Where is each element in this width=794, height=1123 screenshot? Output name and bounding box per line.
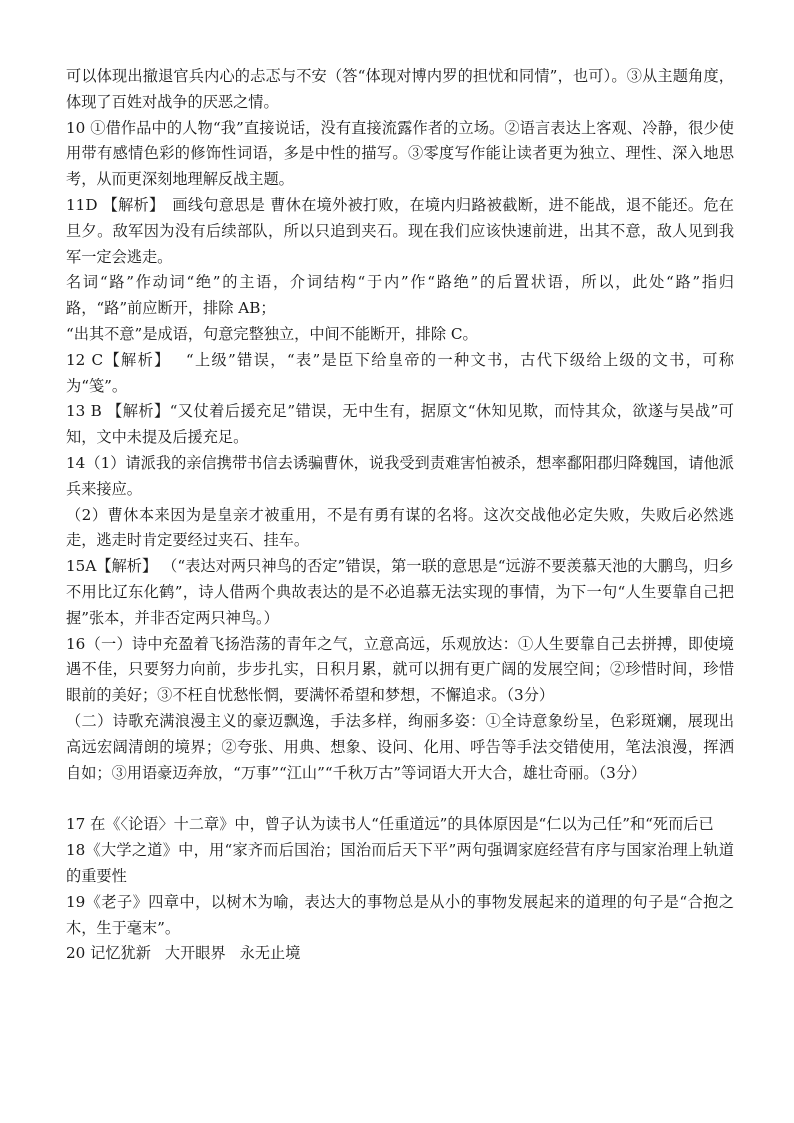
answer-11-analysis-c: “出其不意”是成语，句意完整独立，中间不能断开，排除 C。 [66, 324, 478, 343]
answer-20-word-3: 永无止境 [239, 944, 301, 963]
answer-20-word-2: 大开眼界 [164, 944, 226, 963]
answer-16-part-2: （二）诗歌充满浪漫主义的豪迈飘逸，手法多样，绚丽多姿：①全诗意象纷呈，色彩斑斓，展现出高远宏阔清朗的境界；②夸张、用典、想象、设问、化用、呼告等手法交错使用，笔法浪漫，挥洒自如；③用语豪迈奔放，“万事”“江山”“千秋万古”等词语大开大合，雄壮奇丽。（3分） [66, 711, 734, 782]
answer-14-part-2: （2）曹休本来因为是皇亲才被重用，不是有勇有谋的名将。这次交战他必定失败，失败后必然逃走，逃走时肯定要经过夹石、挂车。 [66, 505, 734, 550]
answer-11-analysis-ab: 名词“路”作动词“绝”的主语，介词结构“于内”作“路绝”的后置状语，所以，此处“路”指归路，“路”前应断开，排除 AB； [66, 273, 734, 318]
answer-20 [66, 941, 734, 967]
answer-12: 12 C【解析】 “上级”错误，“表”是臣下给皇帝的一种文书，古代下级给上级的文书，可称为“笺”。 [66, 350, 734, 395]
answer-19: 19《老子》四章中，以树木为喻，表达大的事物总是从小的事物发展起来的道理的句子是“合抱之木，生于毫末”。 [66, 892, 734, 937]
answer-9-continued: 可以体现出撤退官兵内心的忐忑与不安（答“体现对博内罗的担忧和同情”，也可）。③从主题角度，体现了百姓对战争的厌恶之情。 [66, 67, 734, 111]
answer-14-part-1: 14（1）请派我的亲信携带书信去诱骗曹休，说我受到责难害怕被杀，想率鄱阳郡归降魏国，请他派兵来接应。 [66, 453, 734, 498]
answer-16-part-1: 16（一）诗中充盈着飞扬浩荡的青年之气，立意高远，乐观放达：①人生要靠自己去拼搏，即使境遇不佳，只要努力向前，步步扎实，日积月累，就可以拥有更广阔的发展空间；②珍惜时间，珍惜眼前的美好；③不枉自忧愁怅惘，要满怀希望和梦想，不懈追求。（3分） [66, 634, 734, 705]
section-gap [66, 786, 734, 812]
answer-18: 18《大学之道》中，用“家齐而后国治；国治而后天下平”两句强调家庭经营有序与国家治理上轨道的重要性 [66, 841, 734, 885]
answer-document [66, 64, 734, 967]
answer-13: 13 B 【解析】“又仗着后援充足”错误，无中生有，据原文“休知见欺，而恃其众，欲遂与吴战”可知，文中未提及后援充足。 [66, 402, 734, 447]
answer-11-explanation: 11D 【解析】 画线句意思是 曹休在境外被打败，在境内归路被截断，进不能战，退不能还。危在旦夕。敌军因为没有后续部队，所以只追到夹石。现在我们应该快速前进，出其不意，敌人见到我军一定会逃走。 [66, 195, 734, 266]
answer-20-word-1: 20 记忆犹新 [66, 944, 151, 963]
answer-10: 10 ①借作品中的人物“我”直接说话，没有直接流露作者的立场。②语言表达上客观、冷静，很少使用带有感情色彩的修饰性词语，多是中性的描写。③零度写作能让读者更为独立、理性、深入地思考，从而更深刻地理解反战主题。 [66, 118, 734, 189]
answer-17: 17 在《〈论语〉十二章》中，曾子认为读书人“任重道远”的具体原因是“仁以为己任”和“死而后已 [66, 815, 714, 834]
answer-15: 15A【解析】 （“表达对两只神鸟的否定”错误，第一联的意思是“远游不要羡慕天池的大鹏鸟，归乡不用比辽东化鹤”，诗人借两个典故表达的是不必追慕无法实现的事情，为下一句“人生要靠自己把握”张本，并非否定两只神鸟。） [66, 557, 734, 627]
